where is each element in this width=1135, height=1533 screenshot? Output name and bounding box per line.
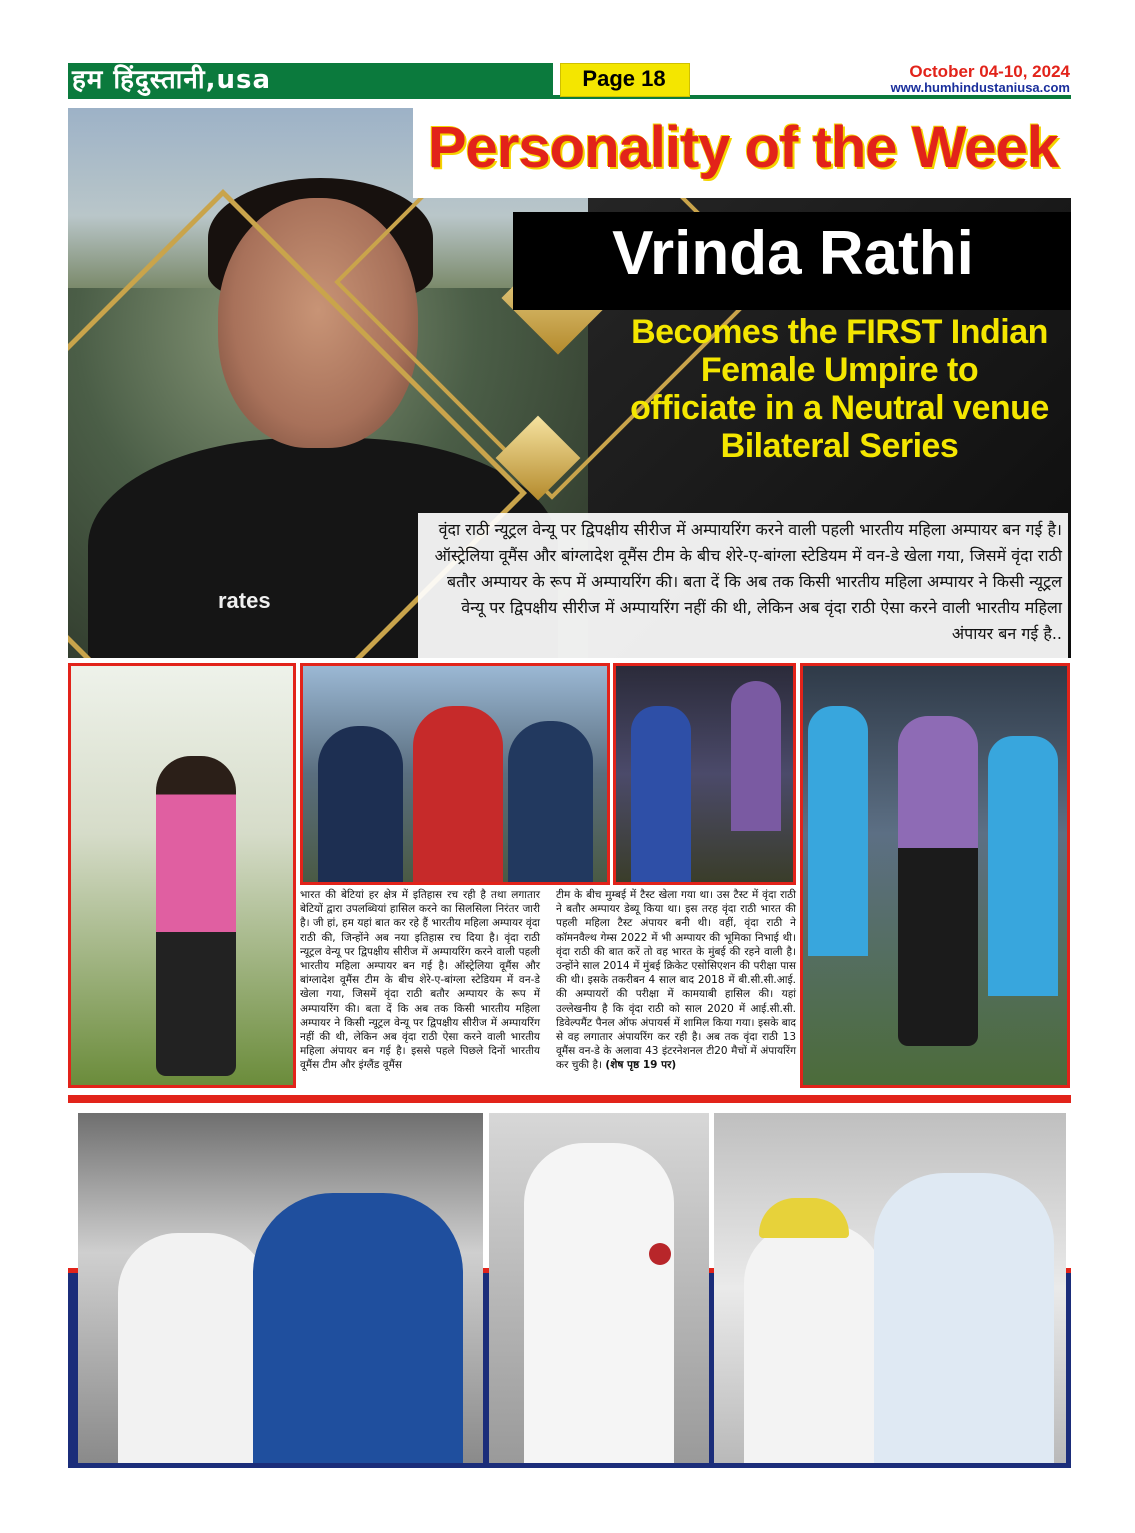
cricketer-figure bbox=[253, 1193, 463, 1463]
umpire-with-cricketer-photo bbox=[78, 1113, 483, 1463]
headline-subtitle bbox=[608, 313, 1071, 465]
publication-name: हम हिंदुस्तानी,usa bbox=[72, 65, 271, 95]
umpire-figure bbox=[731, 681, 781, 831]
website-link[interactable]: www.humhindustaniusa.com bbox=[890, 80, 1070, 95]
subtitle-line: Bilateral Series bbox=[720, 427, 959, 465]
subtitle-line: Becomes the FIRST Indian bbox=[631, 313, 1048, 351]
intro-paragraph: वृंदा राठी न्यूट्रल वेन्यू पर द्विपक्षीय सीरीज में अम्पायरिंग करने वाली पहली भारतीय महिला अम्पायर बन गई है। ऑस्ट्रेलिया वूमैंस और बांग्लादेश वूमैंस टीम के बीच शेरे-ए-बांग्ला स्टेडियम में वन-डे खेला गया, जिसमें वृंदा राठी बतौर अम्पायर के रूप में अम्पायरिंग की। बता दें कि अब तक किसी भारतीय महिला अम्पायर ने किसी न्यूट्रल वेन्यू पर द्विपक्षीय सीरीज में अम्पायरिंग नहीं की थी, लेकिन अब वृंदा राठी ऐसा करने वाली भारतीय महिला अंपायर बन गई है.. bbox=[418, 513, 1068, 658]
article-column-2-text: टीम के बीच मुम्बई में टैस्ट खेला गया था। उस टैस्ट में वृंदा राठी ने बतौर अम्पायर डेब्यू किया था। इस तरह वृंदा राठी भारत की पहली महिला टैस्ट अंपायर बनी थी। वहीं, वृंदा राठी ने कॉमनवैल्थ गेम्स 2022 में भी अम्पायर की भूमिका निभाई थी। वृंदा राठी की बात करें तो वह भारत के मुंबई की रहने वाली है। उन्होंने साल 2014 में मुंबई क्रिकेट एसोसिएशन की परीक्षा पास की थी। इसके तकरीबन 4 साल बाद 2018 में बी.सी.सी.आई. की अम्पायरों की परीक्षा में कामयाबी हासिल की। यहां उल्लेखनीय है कि वृंदा राठी को साल 2020 में आई.सी.सी. डिवेल्पमैंट पैनल ऑफ अंपायर्स में शामिल किया गया। इसके बाद से वह लगातार अंपायरिंग कर रही है। अब तक वृंदा राठी 13 वूमैंस वन-डे के अलावा 43 इंटरनेशनल टी20 मैचों में अंपायरिंग कर चुकी है। bbox=[556, 889, 796, 1072]
page-number: Page 18 bbox=[582, 66, 666, 91]
cricketer-figure bbox=[874, 1173, 1054, 1463]
yellow-cap bbox=[759, 1198, 849, 1238]
umpire-figure bbox=[118, 1233, 268, 1463]
person-figure bbox=[413, 706, 503, 885]
umpire-figure bbox=[156, 756, 236, 1076]
three-umpires-photo bbox=[300, 663, 610, 885]
person-figure bbox=[318, 726, 403, 885]
batter-umpire-photo bbox=[613, 663, 796, 885]
umpire-figure bbox=[898, 716, 978, 1046]
umpire-with-players-photo bbox=[800, 663, 1070, 1088]
issue-date: October 04-10, 2024 bbox=[909, 62, 1070, 81]
batter-figure bbox=[631, 706, 691, 885]
continued-note: (शेष पृष्ठ 19 पर) bbox=[605, 1059, 677, 1072]
shirt-sponsor-text: rates bbox=[218, 588, 271, 613]
section-title: Personality of the Week bbox=[427, 115, 1059, 180]
umpire-figure bbox=[524, 1143, 674, 1463]
person-figure bbox=[508, 721, 593, 885]
headline-name: Vrinda Rathi bbox=[612, 219, 974, 288]
player-figure bbox=[988, 736, 1058, 996]
player-figure bbox=[808, 706, 868, 956]
subtitle-line: Female Umpire to bbox=[700, 351, 979, 389]
subtitle-line: officiate in a Neutral venue bbox=[630, 389, 1049, 427]
cricket-ball bbox=[649, 1243, 671, 1265]
article-column-1: भारत की बेटियां हर क्षेत्र में इतिहास रच रही है तथा लगातार बेटियों द्वारा उपलब्धियां हासिल करने का सिलसिला निरंतर जारी है। जी हां, हम यहां बात कर रहे हैं भारतीय महिला अम्पायर वृंदा राठी की, जिन्होंने अब नया इतिहास रच दिया है। वृंदा राठी न्यूट्रल वेन्यू पर द्विपक्षीय सीरीज में अम्पायरिंग करने वाली पहली भारतीय महिला अम्पायर बन गई है। ऑस्ट्रेलिया वूमैंस और बांग्लादेश वूमैंस टीम के बीच शेरे-ए-बांग्ला स्टेडियम में वन-डे खेला गया, जिसमें वृंदा राठी बतौर अम्पायर के रूप में अम्पायरिंग की। बता दें कि अब तक किसी भारतीय महिला अम्पायर ने किसी न्यूट्रल वेन्यू पर द्विपक्षीय सीरीज में अम्पायरिंग नहीं की थी, लेकिन अब वृंदा राठी ऐसा करने वाली भारतीय महिला अंपायर बन गई है। इससे पहले पिछले दिनों भारतीय वूमैंस टीम और इंग्लैंड वूमैंस bbox=[300, 889, 540, 1072]
article-column-2 bbox=[556, 888, 796, 1086]
band-red-rule bbox=[68, 1095, 1071, 1103]
umpire-pink-photo bbox=[68, 663, 296, 1088]
umpire-with-ball-photo bbox=[489, 1113, 709, 1463]
hero-section bbox=[68, 108, 1071, 658]
umpire-figure bbox=[744, 1223, 884, 1463]
umpire-with-legend-photo bbox=[714, 1113, 1066, 1463]
